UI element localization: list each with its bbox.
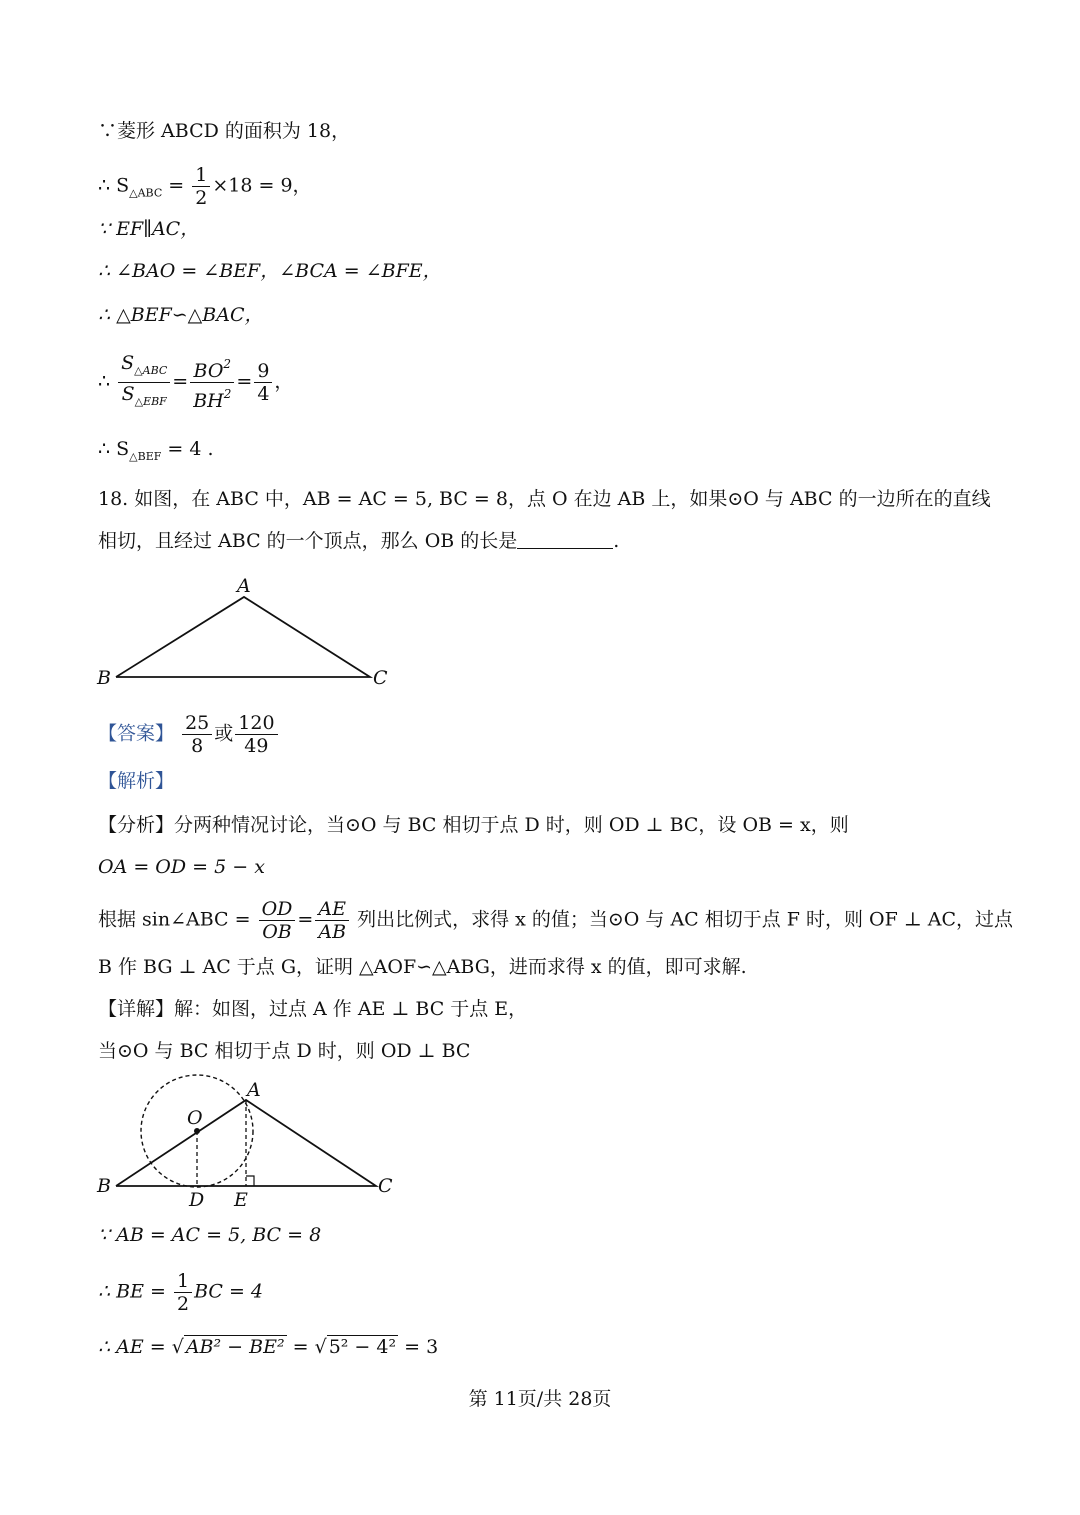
question-18-line-2: 相切，且经过 ABC 的一个顶点，那么 OB 的长是 . (98, 530, 620, 552)
right-angle-mark (246, 1176, 254, 1186)
fraction: $\frac{25}{8}$ (182, 712, 212, 757)
detail-line-2: 当⊙O 与 BC 相切于点 D 时，则 OD ⊥ BC (98, 1040, 471, 1062)
point-label-o: O (187, 1107, 203, 1129)
proof-line-2: ∴ $S_{\triangle ABC}$ = $\frac{1}{2}$ ×18 = 9， (98, 164, 312, 209)
fraction: $\frac{AE}{AB}$ (315, 898, 349, 943)
proof-line-1: ∵菱形 ABCD 的面积为 18， (98, 120, 351, 142)
vertex-label-b: B (97, 1175, 111, 1197)
point-label-e: E (234, 1189, 248, 1210)
answer-tag: 【答案】 (98, 722, 175, 745)
analysis-line-1: 【分析】分两种情况讨论，当⊙O 与 BC 相切于点 D 时，则 OD ⊥ BC，设 OB = x，则 (98, 814, 849, 836)
fraction: $\frac{120}{49}$ (235, 712, 277, 757)
fraction: $\frac{1}{2}$ (174, 1270, 192, 1315)
page-footer: 第 11页/共 28页 (468, 1388, 612, 1410)
circle-triangle-figure (88, 1070, 408, 1210)
proof-line-3: ∵ EF∥AC， (98, 218, 200, 240)
fraction: $\frac{9}{4}$ (254, 360, 272, 405)
vertex-label-b: B (97, 667, 111, 689)
analysis-line-4: B 作 BG ⊥ AC 于点 G，证明 △AOF∽△ABG，进而求得 x 的值，即可求解. (98, 956, 747, 978)
fraction: $\frac{BO^2}{BH^2}$ (190, 353, 234, 412)
analysis-tag: 【解析】 (98, 770, 175, 792)
proof-line-5: ∴ △BEF∽△BAC， (98, 304, 264, 326)
triangle-figure (88, 570, 408, 695)
vertex-label-c: C (373, 667, 388, 689)
proof-line-4: ∴ ∠BAO = ∠BEF，∠BCA = ∠BFE， (98, 260, 442, 282)
detail-line-1: 【详解】解：如图，过点 A 作 AE ⊥ BC 于点 E， (98, 998, 528, 1020)
point-label-d: D (189, 1189, 205, 1210)
proof-line-6: ∴ $\frac{S_{\triangle ABC}}{S_{\triangle EBF}}$ = $\frac{BO^2}{BH^2}$ = $\frac{9}{4}$ ， (98, 352, 294, 412)
fraction: $\frac{1}{2}$ (192, 164, 210, 209)
answer-blank (517, 528, 613, 549)
proof-line-7: ∴ $S_{\triangle BEF} = 4$ . (98, 438, 214, 463)
question-18-line-1: 18. 如图，在 ABC 中，AB = AC = 5, BC = 8，点 O 在边 AB 上，如果⊙O 与 ABC 的一边所在的直线 (98, 488, 991, 510)
analysis-line-3: 根据 sin∠ABC = $\frac{OD}{OB}$ = $\frac{AE}{AB}$ 列出比例式，求得 x 的值；当⊙O 与 AC 相切于点 F 时，则 OF ⊥ AC，过点 (98, 898, 1014, 943)
answer-line: 【答案】 $\frac{25}{8}$ 或 $\frac{120}{49}$ (98, 712, 280, 757)
vertex-label-a: A (237, 575, 251, 597)
triangle-abc (116, 597, 370, 677)
step-line-2: ∴ BE = $\frac{1}{2}$ BC = 4 (98, 1270, 264, 1315)
step-line-3: ∴ AE = √ AB² − BE² = √ 5² − 4² = 3 (98, 1336, 439, 1358)
fraction: $\frac{S_{\triangle ABC}}{S_{\triangle EBF}}$ (118, 352, 170, 413)
vertex-label-c: C (378, 1175, 393, 1197)
analysis-line-2: OA = OD = 5 − x (98, 856, 265, 878)
fraction: $\frac{OD}{OB}$ (259, 898, 296, 943)
step-line-1: ∵ AB = AC = 5, BC = 8 (98, 1224, 322, 1246)
vertex-label-a: A (247, 1079, 261, 1101)
